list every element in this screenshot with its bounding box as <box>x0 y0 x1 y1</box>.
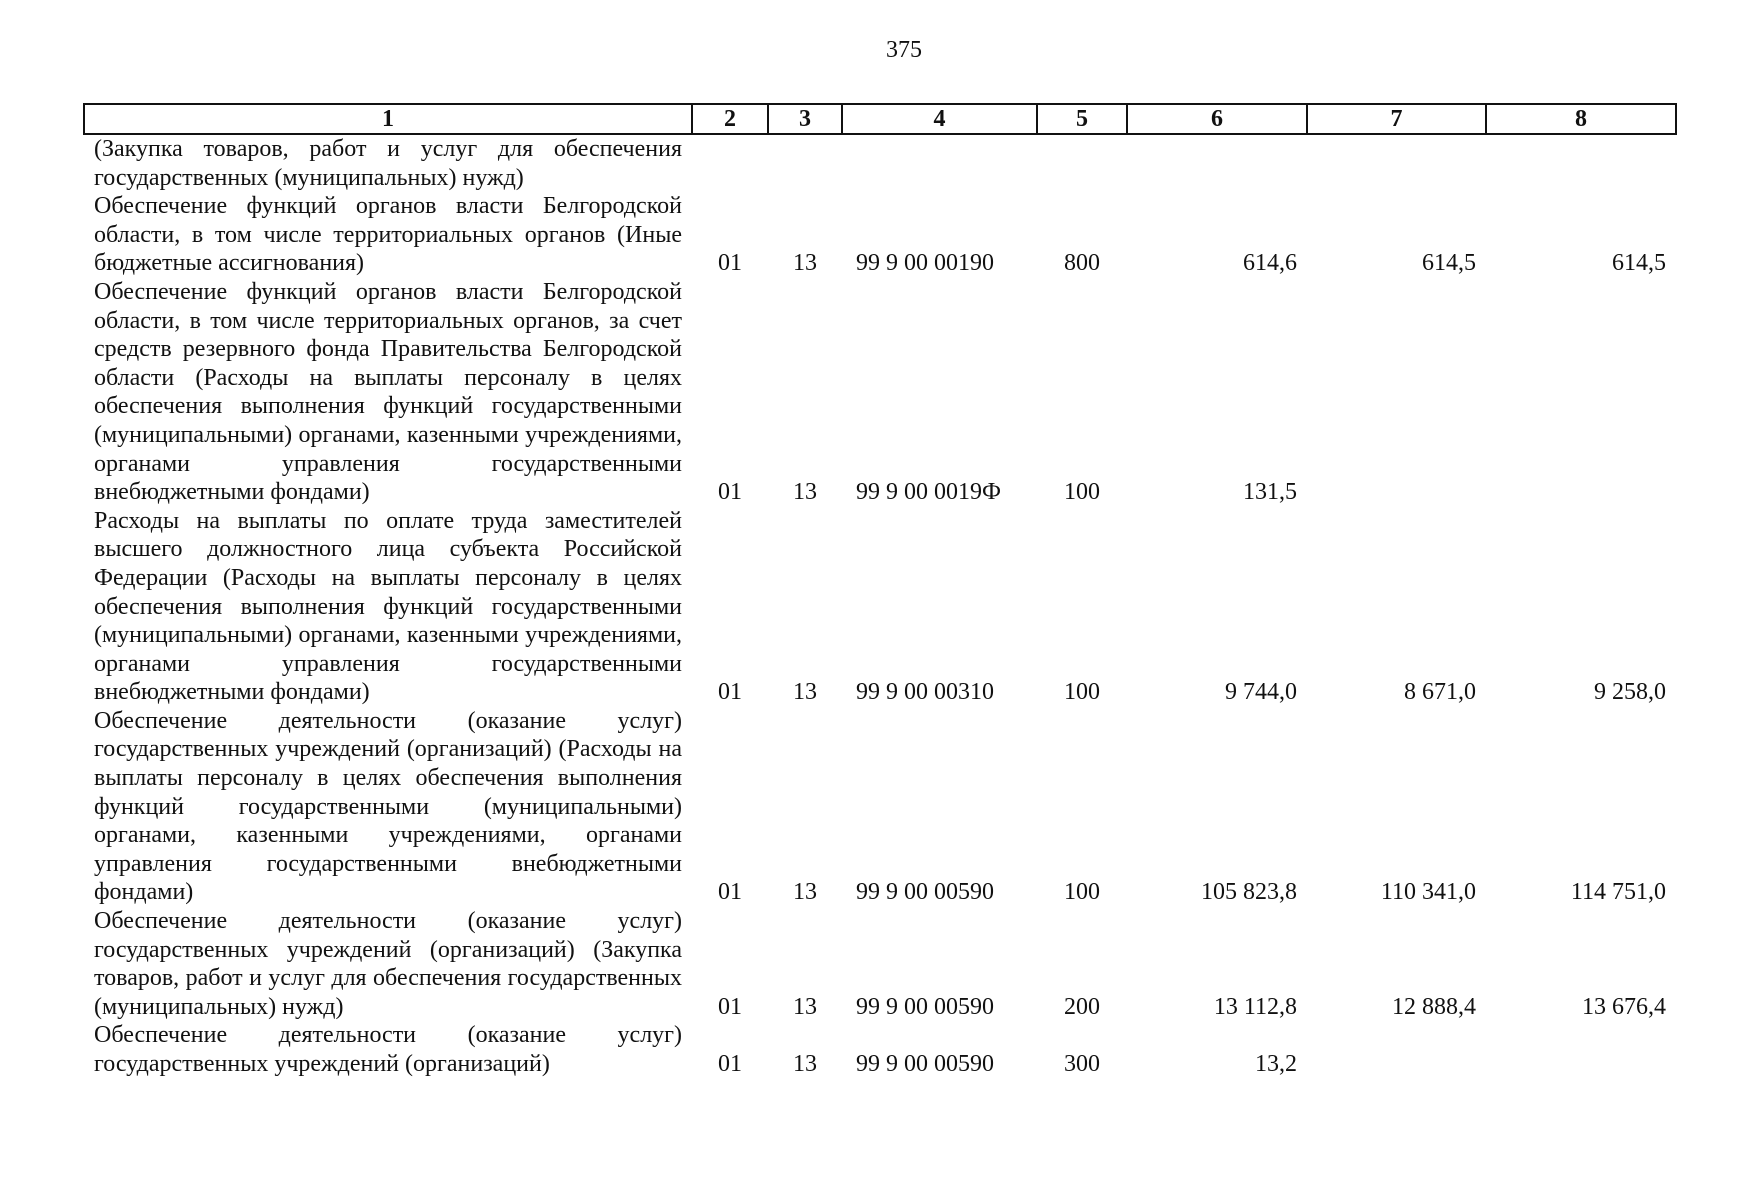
table-row <box>84 278 1676 507</box>
row-description: Обеспечение деятельности (оказание услуг) государственных учреждений (организаций) <box>94 1022 682 1077</box>
table-row <box>84 192 1676 278</box>
row-amount-year3 <box>1486 278 1676 507</box>
row-amount-year2: 110 341,0 <box>1380 879 1476 906</box>
row-amount-year1: 131,5 <box>1243 479 1297 506</box>
row-description: Обеспечение функций органов власти Белгородской области, в том числе территориальных органов, за счет средств резервного фонда Правительства Белгородской области (Расходы на выплаты персоналу в целях обеспечения выполнения функций государственными (муниципальными) органами, казенными учреждениями, органами управления государственными внебюджетными фондами) <box>94 278 682 506</box>
row-subsection: 13 <box>793 993 817 1020</box>
row-expense-type <box>1037 134 1127 192</box>
row-subsection <box>768 134 842 192</box>
row-description: Расходы на выплаты по оплате труда заместителей высшего должностного лица субъекта Российской Федерации (Расходы на выплаты персоналу в целях обеспечения выполнения функций государственными (муниципальными) органами, казенными учреждениями, органами управления государственными внебюджетными фондами) <box>94 507 682 706</box>
row-subsection: 13 <box>793 679 817 706</box>
header-col-2: 2 <box>692 104 768 134</box>
row-subsection: 13 <box>793 479 817 506</box>
row-description: (Закупка товаров, работ и услуг для обеспечения государственных (муниципальных) нужд) <box>94 136 682 191</box>
row-amount-year2 <box>1307 278 1486 507</box>
header-col-7: 7 <box>1307 104 1486 134</box>
row-amount-year2: 614,5 <box>1422 250 1476 277</box>
table-row <box>84 707 1676 907</box>
row-subsection: 13 <box>793 879 817 906</box>
row-amount-year2 <box>1307 1021 1486 1078</box>
table-row <box>84 907 1676 1021</box>
row-expense-type: 100 <box>1064 879 1100 906</box>
row-target-code <box>842 134 1037 192</box>
page-number: 375 <box>886 37 922 63</box>
row-expense-type: 100 <box>1064 479 1100 506</box>
budget-table <box>83 103 1677 1079</box>
table-row <box>84 507 1676 707</box>
row-amount-year1 <box>1127 134 1307 192</box>
row-section: 01 <box>718 1051 742 1077</box>
row-description: Обеспечение функций органов власти Белгородской области, в том числе территориальных органов (Иные бюджетные ассигнования) <box>94 193 682 277</box>
row-description: Обеспечение деятельности (оказание услуг) государственных учреждений (организаций) (Закупка товаров, работ и услуг для обеспечения государственных (муниципальных) нужд) <box>94 908 682 1020</box>
row-target-code: 99 9 00 00590 <box>856 1051 994 1077</box>
row-amount-year3 <box>1486 134 1676 192</box>
row-description: Обеспечение деятельности (оказание услуг) государственных учреждений (организаций) (Расходы на выплаты персоналу в целях обеспечения выполнения функций государственными (муниципальными) органами, казенными учреждениями, органами управления государственными внебюджетными фондами) <box>94 707 682 906</box>
header-col-1: 1 <box>84 104 692 134</box>
row-target-code: 99 9 00 00190 <box>856 250 994 277</box>
row-amount-year1: 13 112,8 <box>1213 993 1297 1020</box>
row-section: 01 <box>718 879 742 906</box>
row-amount-year3: 114 751,0 <box>1570 879 1666 906</box>
row-amount-year1: 13,2 <box>1255 1051 1297 1077</box>
row-subsection: 13 <box>793 250 817 277</box>
header-col-4: 4 <box>842 104 1037 134</box>
row-expense-type: 300 <box>1064 1051 1100 1077</box>
row-target-code: 99 9 00 00310 <box>856 679 994 706</box>
table-row <box>84 134 1676 192</box>
row-amount-year2 <box>1307 134 1486 192</box>
row-amount-year2: 8 671,0 <box>1404 679 1476 706</box>
row-section: 01 <box>718 250 742 277</box>
row-target-code: 99 9 00 0019Ф <box>856 479 1001 506</box>
row-section: 01 <box>718 479 742 506</box>
row-amount-year1: 9 744,0 <box>1225 679 1297 706</box>
table-row <box>84 1021 1676 1078</box>
row-expense-type: 100 <box>1064 679 1100 706</box>
row-expense-type: 800 <box>1064 250 1100 277</box>
row-amount-year3 <box>1486 1021 1676 1078</box>
row-expense-type: 200 <box>1064 993 1100 1020</box>
row-amount-year3: 9 258,0 <box>1594 679 1666 706</box>
row-section: 01 <box>718 993 742 1020</box>
header-col-8: 8 <box>1486 104 1676 134</box>
row-amount-year3: 13 676,4 <box>1582 993 1666 1020</box>
row-target-code: 99 9 00 00590 <box>856 879 994 906</box>
header-col-3: 3 <box>768 104 842 134</box>
row-section <box>692 134 768 192</box>
header-col-5: 5 <box>1037 104 1127 134</box>
row-amount-year1: 105 823,8 <box>1201 879 1297 906</box>
row-subsection: 13 <box>793 1051 817 1077</box>
row-amount-year3: 614,5 <box>1612 250 1666 277</box>
row-section: 01 <box>718 679 742 706</box>
row-amount-year2: 12 888,4 <box>1392 993 1476 1020</box>
row-target-code: 99 9 00 00590 <box>856 993 994 1020</box>
header-row <box>84 104 1676 134</box>
header-col-6: 6 <box>1127 104 1307 134</box>
row-amount-year1: 614,6 <box>1243 250 1297 277</box>
